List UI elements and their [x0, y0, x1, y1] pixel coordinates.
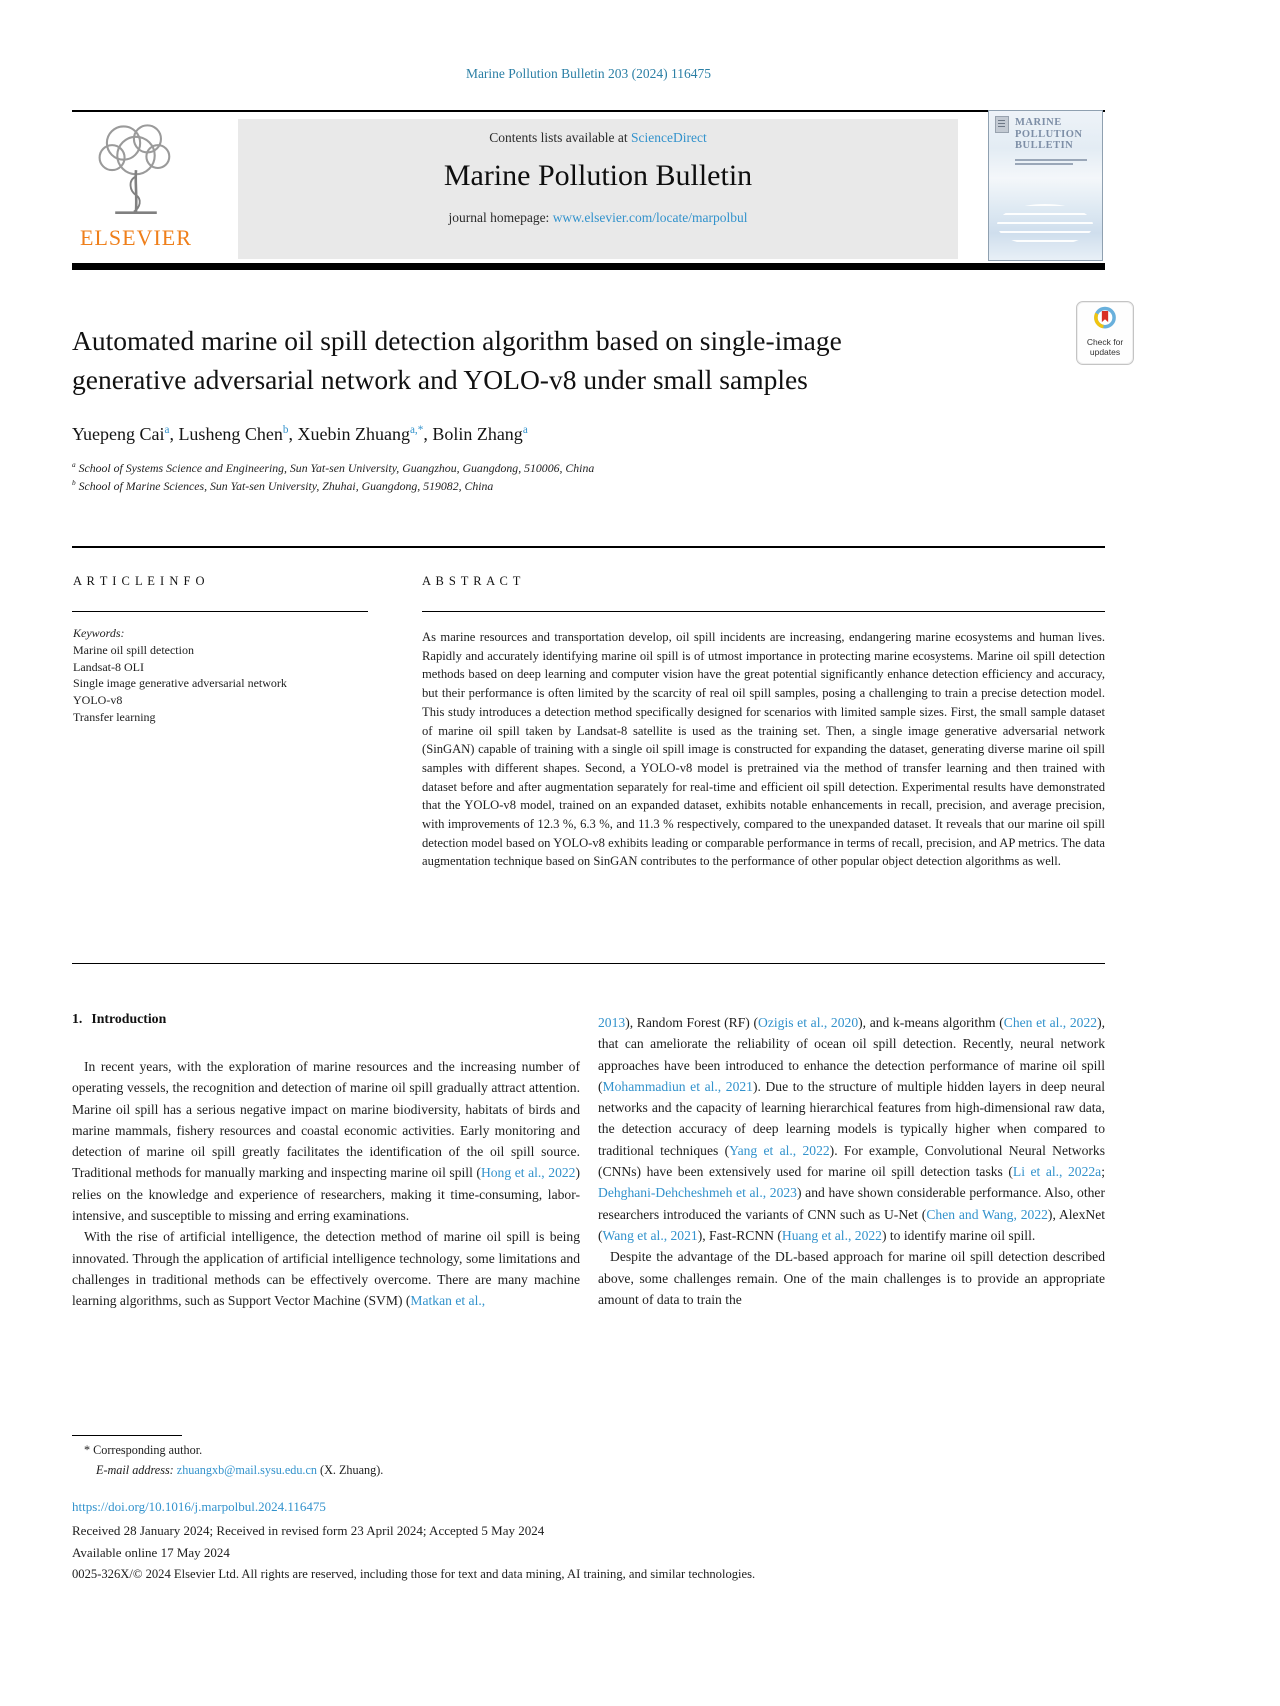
cover-tagline-bar — [1015, 159, 1087, 161]
corresponding-author-note: * Corresponding author. — [84, 1443, 203, 1457]
citation-link[interactable]: zhuangxb@mail.sysu.edu.cn — [176, 1463, 317, 1477]
badge-label-line2: updates — [1089, 346, 1121, 357]
keyword: Transfer learning — [73, 709, 156, 724]
text-segment: E-mail address: — [96, 1463, 177, 1477]
citation-link[interactable]: Li et al., 2022a — [1012, 1164, 1102, 1180]
elsevier-wordmark: ELSEVIER — [80, 225, 192, 250]
paragraph — [72, 1226, 580, 1311]
citation-link[interactable]: Chen and Wang, 2022 — [926, 1206, 1048, 1222]
citation-link[interactable]: a,* — [409, 424, 424, 436]
text-segment: ), Fast-RCNN ( — [697, 1227, 782, 1243]
journal-cover-thumbnail[interactable] — [988, 110, 1103, 261]
text-segment: , Lusheng Chen — [169, 424, 283, 444]
abstract-header: A B S T R A C T — [422, 574, 522, 588]
keywords-list — [73, 642, 403, 726]
text-segment: ), that can ameliorate the reliability of ocean oil spill detection. Recently, neural network approaches have been introduced to enhance the detection performance of marine oil spill ( — [598, 1015, 1105, 1094]
sciencedirect-link[interactable]: ScienceDirect — [631, 130, 707, 145]
citation-link[interactable]: Huang et al., 2022 — [781, 1227, 882, 1243]
section-heading-introduction — [72, 1011, 166, 1027]
section-number: 1. — [72, 1011, 83, 1026]
abstract-bottom-rule — [72, 963, 1105, 964]
text-segment: School of Marine Sciences, Sun Yat-sen University, Zhuhai, Guangdong, 519082, China — [75, 478, 494, 493]
cover-waves-decoration — [997, 204, 1093, 246]
keywords-label: Keywords: — [73, 626, 125, 640]
elsevier-logo[interactable] — [72, 116, 200, 258]
check-for-updates-badge[interactable] — [1076, 301, 1134, 365]
text-segment: ) and have shown considerable performance. Also, other researchers introduced the variants of CNN such as U-Net ( — [598, 1185, 1105, 1222]
text-segment: With the rise of artificial intelligence, the detection method of marine oil spill is being innovated. Through the application of artificial intelligence technology, some limitations and challenges in traditional methods can be effectively overcome. There are many machine learning algorithms, such as Support Vector Machine (SVM) ( — [72, 1229, 580, 1309]
text-segment: b — [72, 477, 76, 487]
masthead-box — [238, 119, 958, 259]
paragraph — [598, 1246, 1105, 1310]
paragraph — [598, 1012, 1105, 1246]
affiliations — [72, 460, 594, 495]
homepage-prefix: journal homepage: — [448, 210, 553, 225]
citation-link[interactable]: b — [282, 424, 289, 436]
keyword: Marine oil spill detection — [73, 642, 194, 657]
citation-link[interactable]: 2013 — [598, 1015, 626, 1030]
text-segment: In recent years, with the exploration of marine resources and the increasing number of operating vessels, the recognition and detection of marine oil spill gradually attract attention. Marine oil spill has a serious negative impact on marine biodiversity, habitats of birds and marine mammals, fishery resources and coastal economic activities. Early monitoring and detection of marine oil spill greatly facilitates the identification of the oil spill source. Traditional methods for manually marking and inspecting marine oil spill ( — [72, 1059, 580, 1181]
journal-name: Marine Pollution Bulletin — [443, 159, 753, 192]
text-segment: ) to identify marine oil spill. — [881, 1227, 1036, 1243]
text-segment: , Xuebin Zhuang — [288, 424, 410, 444]
text-segment: ). Due to the structure of multiple hidden layers in deep neural networks and the capacity of learning hierarchical features from high-dimensional raw data, the detection accuracy of deep learning models is typically higher when compared to traditional techniques ( — [598, 1078, 1105, 1158]
text-segment: ), AlexNet ( — [598, 1206, 1105, 1243]
journal-reference: Marine Pollution Bulletin 203 (2024) 116475 — [465, 66, 712, 81]
check-for-updates-icon — [1091, 320, 1119, 337]
paragraph — [96, 1463, 383, 1478]
abstract-underline — [422, 611, 1105, 612]
copyright-line: 0025-326X/© 2024 Elsevier Ltd. All rights are reserved, including those for text and data mining, AI training, and similar technologies. — [72, 1567, 756, 1581]
text-segment: Despite the advantage of the DL-based approach for marine oil spill detection described above, some challenges remain. One of the main challenges is to provide an appropriate amount of data to train the — [598, 1249, 1105, 1307]
paragraph — [72, 1056, 580, 1226]
citation-link[interactable]: Wang et al., 2021 — [602, 1227, 698, 1243]
keyword: Single image generative adversarial network — [73, 676, 287, 691]
citation-link[interactable]: a — [522, 424, 528, 436]
text-segment: (X. Zhuang). — [316, 1463, 384, 1477]
thick-divider-bar — [72, 263, 1105, 270]
keyword: YOLO-v8 — [73, 693, 123, 708]
body-column-right — [598, 1012, 1105, 1310]
citation-link[interactable]: Hong et al., 2022 — [480, 1165, 576, 1181]
paragraph — [72, 460, 594, 478]
text-segment: Yuepeng Cai — [72, 424, 165, 444]
doi-link[interactable] — [72, 1499, 326, 1515]
top-rule — [72, 110, 1105, 112]
email-note — [96, 1463, 383, 1478]
article-info-underline — [72, 611, 368, 612]
author-list — [72, 424, 528, 445]
doi-url[interactable]: https://doi.org/10.1016/j.marpolbul.2024.116475 — [72, 1499, 326, 1514]
citation-link[interactable]: Matkan et al., — [410, 1293, 486, 1309]
citation-link[interactable]: a — [164, 424, 170, 436]
cover-title: MARINE POLLUTION BULLETIN — [1015, 117, 1083, 151]
text-segment: School of Systems Science and Engineering, Sun Yat-sen University, Guangzhou, Guangdong, 510006, China — [75, 461, 595, 475]
contents-line — [238, 130, 958, 146]
text-segment: ) relies on the knowledge and experience of researchers, making it time-consuming, labor-intensive, and susceptible to missing and erring examinations. — [72, 1165, 580, 1224]
elsevier-tree-icon — [83, 207, 189, 224]
keyword: Landsat-8 OLI — [73, 659, 144, 674]
contents-prefix: Contents lists available at — [489, 130, 631, 145]
text-segment: ), and k-means algorithm ( — [858, 1015, 1004, 1030]
abstract-text: As marine resources and transportation develop, oil spill incidents are increasing, endangering marine ecosystems and human lives. Rapidly and accurately identifying marine oil spill is of utmost importance in protecting marine ecosystems. Marine oil spill detection methods based on deep learning and computer vision have the great potential significantly enhance detection efficiency and accuracy, but their performance is often limited by the scarcity of real oil spill samples, posing a challenging to train a precise detection model. This study introduces a detection method specifically designed for scenarios with limited sample sizes. First, the small sample dataset of marine oil spill taken by Landsat-8 satellite is used as the training set. Then, a single image generative adversarial network (SinGAN) capable of training with a single oil spill image is constructed for expanding the dataset, generating diverse marine oil spill samples with different shapes. Second, a YOLO-v8 model is pretrained via the method of transfer learning and then trained with dataset before and after augmentation separately for real-time and efficient oil spill detection. Experimental results have demonstrated that the YOLO-v8 model, trained on an expanded dataset, exhibits notable enhancements in recall, precision, and average precision, with improvements of 12.3 %, 6.3 %, and 11.3 % respectively, compared to the unexpanded dataset. It reveals that our marine oil spill detection model based on YOLO-v8 exhibits leading or comparable performance in terms of recall, precision, and AP metrics. The data augmentation technique based on SinGAN contributes to the performance of other popular object detection algorithms as well. — [422, 630, 1105, 869]
keywords-block — [73, 625, 403, 726]
badge-label-line1: Check for — [1086, 337, 1124, 347]
paragraph — [72, 424, 528, 445]
cover-tagline-bar — [1015, 163, 1073, 165]
body-column-left — [72, 1056, 580, 1312]
paragraph — [72, 478, 594, 496]
citation-link[interactable]: Ozigis et al., 2020 — [758, 1015, 859, 1030]
text-segment: ; — [1101, 1164, 1105, 1180]
citation-link[interactable]: Mohammadiun et al., 2021 — [602, 1078, 753, 1094]
cover-emblem-icon — [995, 116, 1009, 133]
text-segment: a — [72, 460, 76, 470]
text-segment: , Bolin Zhang — [423, 424, 523, 444]
footnote-rule — [72, 1435, 182, 1436]
citation-link[interactable]: Yang et al., 2022 — [729, 1142, 830, 1158]
citation-link[interactable]: Dehghani-Dehcheshmeh et al., 2023 — [598, 1185, 797, 1201]
citation-link[interactable]: Chen et al., 2022 — [1003, 1015, 1098, 1030]
article-info-header: A R T I C L E I N F O — [73, 574, 206, 588]
homepage-line — [238, 210, 958, 226]
info-top-rule — [72, 546, 1105, 548]
section-title: Introduction — [91, 1011, 167, 1026]
homepage-link[interactable]: www.elsevier.com/locate/marpolbul — [552, 210, 748, 225]
text-segment: ). For example, Convolutional Neural Networks (CNNs) have been extensively used for marine oil spill detection tasks ( — [598, 1142, 1105, 1180]
received-dates: Received 28 January 2024; Received in revised form 23 April 2024; Accepted 5 May 2024 — [72, 1523, 545, 1538]
text-segment: ), Random Forest (RF) ( — [625, 1015, 759, 1030]
available-online: Available online 17 May 2024 — [72, 1545, 230, 1560]
article-title: Automated marine oil spill detection algorithm based on single-image generative adversarial network and YOLO-v8 under small samples — [72, 325, 842, 395]
